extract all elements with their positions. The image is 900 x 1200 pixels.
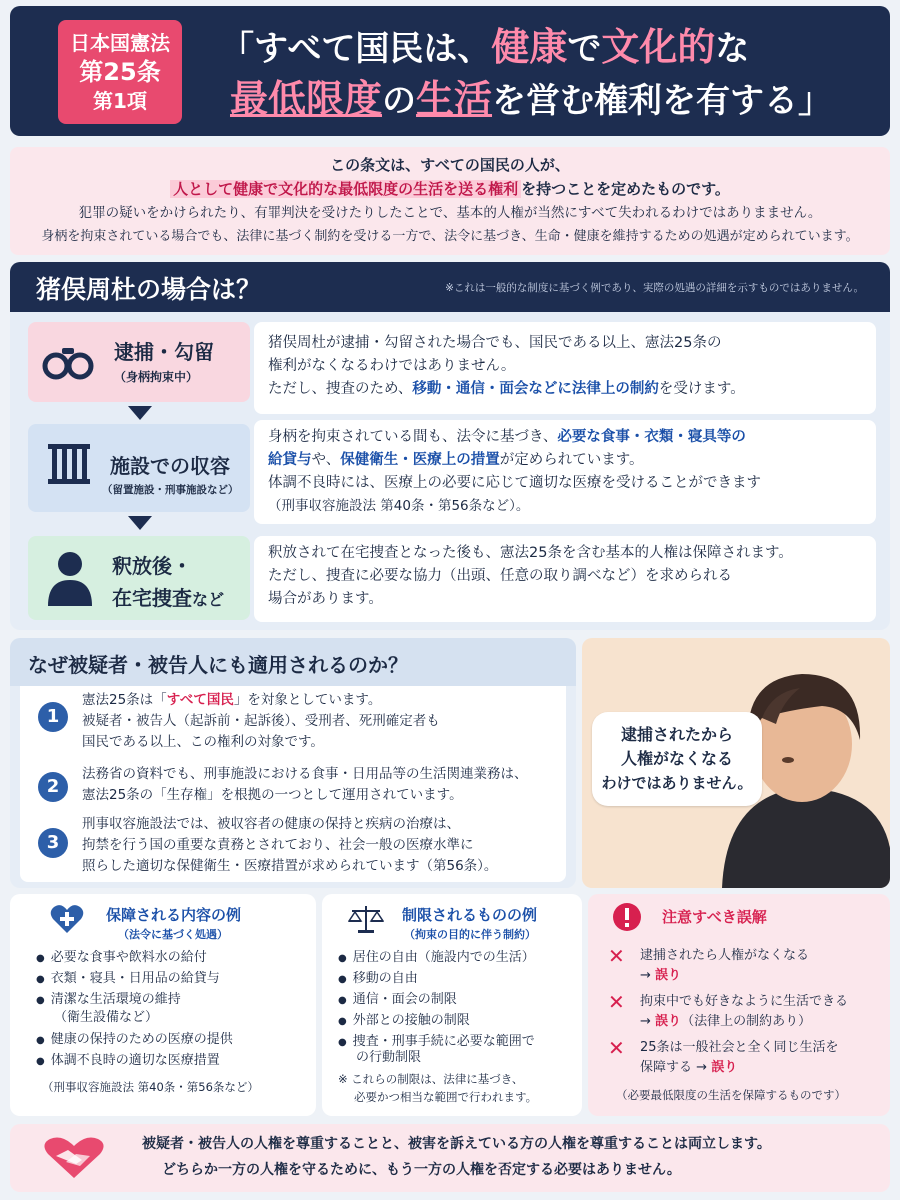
misconception-text: 逮捕されたら人権がなくなる [640, 948, 810, 963]
card-note: （刑事収容施設法 第40条・第56条など） [42, 1080, 259, 1094]
stage-subtitle: （身柄拘束中） [114, 370, 199, 384]
header-banner [10, 6, 890, 136]
desc-line [268, 426, 862, 449]
card-subtitle: （拘束の目的に伴う制約） [404, 928, 536, 941]
handshake-heart-icon [42, 1136, 106, 1180]
desc-emphasis: 給貸与 [268, 452, 312, 468]
arrow-text: → [640, 968, 651, 983]
why-item-3 [82, 814, 497, 877]
number-badge: 3 [38, 828, 68, 858]
number-badge: 1 [38, 702, 68, 732]
misconception-extra: （法律上の制約あり） [681, 1014, 812, 1029]
wrong-label: 誤り [711, 1060, 738, 1075]
intro-line-3: 犯罪の疑いをかけられたり、有罪判決を受けたりしたことで、基本的人権が当然にすべて失われるわけではありまません。 [78, 205, 822, 221]
card-note: ※ これらの制限は、法律に基づき、 [338, 1072, 524, 1086]
list-item: ● 必要な食事や飲料水の給付 [36, 948, 220, 969]
desc-emphasis: 移動・通信・面会などに法律上の制約 [412, 381, 659, 397]
stage-title-suffix: など [192, 590, 225, 609]
desc-line: ただし、捜査に必要な協力（出頭、任意の取り調べなど）を求められる [268, 568, 732, 584]
quote-text: な [715, 29, 750, 69]
list-item: ● 清潔な生活環境の維持 [36, 990, 220, 1011]
footer-line-1: 被疑者・被告人の人権を尊重することと、被害を訴えている方の人権を尊重することは両立します。 [142, 1136, 771, 1152]
desc-line: 体調不良時には、医療上の必要に応じて適切な医療を受けることができます [268, 475, 761, 491]
why-item-2 [82, 764, 528, 806]
illustration-panel [582, 638, 890, 888]
why-line: 憲法25条の「生存権」を根拠の一つとして運用されています。 [82, 787, 463, 803]
case-title: 猪俣周杜の場合は？ [36, 275, 262, 304]
restricted-card [322, 894, 582, 1116]
quote-text: 「すべて国民は、 [220, 29, 492, 69]
badge-line-1: 日本国憲法 [70, 30, 170, 55]
card-title: 保障される内容の例 [106, 906, 242, 924]
why-item-1 [82, 690, 440, 753]
quote-emphasis: 最低限度 [230, 77, 383, 121]
bubble-line: 逮捕されたから [620, 725, 733, 744]
desc-text: を受けます。 [658, 381, 745, 397]
desc-line: 猪俣周杜が逮捕・勾留された場合でも、国民である以上、憲法25条の [268, 335, 722, 351]
why-emphasis: すべて国民 [166, 692, 234, 708]
quote-emphasis: 生活 [416, 77, 493, 121]
list-item-continuation: の行動制限 [356, 1050, 422, 1065]
stage-arrest [28, 322, 250, 402]
stage-release [28, 536, 250, 620]
why-list [20, 686, 566, 882]
list-item: ● 外部との接触の制限 [338, 1011, 535, 1032]
guaranteed-card [10, 894, 316, 1116]
intro-line-4: 身柄を拘束されている場合でも、法律に基づく制約を受ける一方で、法令に基づき、生命・健康を維持するための処遇が定められています。 [41, 229, 859, 244]
intro-text: を持つことを定めたものです。 [521, 180, 730, 198]
case-note: ※これは一般的な制度に基づく例であり、実際の処遇の詳細を示すものではありません。 [445, 282, 864, 294]
arrow-down-icon [128, 516, 152, 530]
quote-text: で [567, 29, 602, 69]
stage-arrest-description [254, 322, 876, 414]
scales-icon [348, 904, 384, 934]
wrong-label: 誤り [655, 1014, 682, 1029]
desc-line: （刑事収容施設法 第40条・第56条など）。 [268, 498, 530, 514]
why-line: 照らした適切な保健衛生・医療措置が求められています（第56条）。 [82, 858, 498, 874]
exclamation-icon [612, 902, 642, 932]
why-line [82, 690, 440, 711]
jail-bars-icon [48, 442, 90, 486]
misconception-verdict [640, 1058, 839, 1078]
quote-line-2 [230, 74, 890, 126]
quote-emphasis: 文化的 [601, 25, 716, 69]
desc-text: ただし、捜査のため、 [268, 381, 413, 397]
footer-line-2: どちらか一方の人権を守るために、もう一方の人権を否定する必要はありません。 [162, 1162, 681, 1178]
list-item: ● 衣類・寝具・日用品の給貸与 [36, 969, 220, 990]
card-subtitle: （法令に基づく処遇） [118, 928, 228, 941]
card-note: 必要かつ相当な範囲で行われます。 [354, 1090, 538, 1104]
why-line: 拘禁を行う国の重要な責務とされており、社会一般の医療水準に [82, 837, 474, 853]
list-item: ● 捜査・刑事手続に必要な範囲で [338, 1032, 535, 1053]
why-line: 法務省の資料でも、刑事施設における食事・日用品等の生活関連業務は、 [82, 766, 528, 782]
list-item: ● 体調不良時の適切な医療措置 [36, 1051, 233, 1072]
misconceptions-card [588, 894, 890, 1116]
misconception-1 [640, 946, 809, 986]
guaranteed-list-2 [36, 1030, 233, 1072]
misconception-3 [640, 1038, 839, 1078]
arrow-down-icon [128, 406, 152, 420]
misconception-verdict [640, 1012, 848, 1032]
misconception-2 [640, 992, 848, 1032]
desc-line: 場合があります。 [268, 591, 383, 607]
person-icon [46, 550, 94, 606]
desc-line: 権利がなくなるわけではありません。 [268, 358, 516, 374]
why-line: 刑事収容施設法では、被収容者の健康の保持と疾病の治療は、 [82, 816, 460, 832]
card-title: 制限されるものの例 [402, 906, 538, 924]
stage-title: 釈放後・ [112, 554, 192, 578]
misconception-verdict [640, 966, 809, 986]
desc-text: が定められています。 [499, 452, 644, 468]
intro-line-1: この条文は、すべての国民の人が、 [330, 156, 570, 174]
why-text: 」を対象としています。 [233, 692, 382, 708]
stage-title: 施設での収容 [110, 454, 230, 478]
desc-line [268, 378, 862, 401]
quote-line-1 [220, 22, 890, 74]
list-item: ● 健康の保持のための医療の提供 [36, 1030, 233, 1051]
cross-icon: ✕ [608, 1036, 625, 1060]
intro-line-2 [10, 177, 890, 201]
list-item: ● 通信・面会の制限 [338, 990, 535, 1011]
quote-text: の [382, 81, 417, 121]
why-title: なぜ被疑者・被告人にも適用されるのか？ [10, 638, 576, 686]
case-section-header [10, 262, 890, 312]
bubble-line: 人権がなくなる [620, 749, 733, 768]
article-badge [58, 20, 182, 124]
badge-line-2: 第25条 [79, 57, 161, 86]
article-quote [220, 22, 890, 126]
arrow-text: → [640, 1014, 651, 1029]
arrow-text: → [696, 1060, 708, 1075]
why-text: 憲法25条は「 [82, 692, 167, 708]
badge-line-3: 第1項 [93, 88, 147, 113]
bubble-line: わけではありません。 [601, 774, 753, 792]
stage-title: 逮捕・勾留 [114, 340, 214, 364]
stage-subtitle: （留置施設・刑事施設など） [102, 484, 239, 496]
list-item-continuation: （衛生設備など） [54, 1010, 159, 1025]
stage-detention [28, 424, 250, 512]
guaranteed-list [36, 948, 220, 1011]
stage-detention-description [254, 420, 876, 524]
quote-emphasis: 健康 [491, 25, 568, 69]
desc-emphasis: 必要な食事・衣類・寝具等の [557, 429, 746, 445]
why-line: 国民である以上、この権利の対象です。 [82, 734, 324, 750]
quote-text: を営む権利を有する」 [492, 81, 833, 121]
wrong-label: 誤り [655, 968, 682, 983]
speech-bubble [592, 712, 762, 806]
stage-title-text: 在宅捜査 [112, 586, 192, 610]
stage-release-description [254, 536, 876, 622]
why-section [10, 638, 576, 888]
intro-highlight: 人として健康で文化的な最低限度の生活を送る権利 [170, 180, 521, 198]
number-badge: 2 [38, 772, 68, 802]
misconception-text: 25条は一般社会と全く同じ生活を [640, 1040, 839, 1055]
why-line: 被疑者・被告人（起訴前・起訴後）、受刑者、死刑確定者も [82, 713, 440, 729]
desc-text: や、 [311, 452, 341, 468]
card-title: 注意すべき誤解 [662, 908, 767, 926]
desc-text: 身柄を拘束されている間も、法令に基づき、 [268, 429, 558, 445]
list-item: ● 移動の自由 [338, 969, 535, 990]
stage-title-line2 [112, 582, 224, 611]
desc-line [268, 449, 862, 472]
cross-icon: ✕ [608, 944, 625, 968]
desc-emphasis: 保健衛生・医療上の措置 [340, 452, 500, 468]
restricted-list [338, 948, 535, 1053]
card-note: （必要最低限度の生活を保障するものです） [616, 1088, 846, 1102]
handcuffs-icon [42, 340, 94, 384]
heart-plus-icon [50, 904, 84, 934]
cross-icon: ✕ [608, 990, 625, 1014]
desc-line: 釈放されて在宅捜査となった後も、憲法25条を含む基本的人権は保障されます。 [268, 545, 793, 561]
misconception-text: 拘束中でも好きなように生活できる [640, 994, 849, 1009]
footer-message [10, 1124, 890, 1192]
intro-panel [10, 147, 890, 255]
misconception-text: 保障する [640, 1060, 693, 1075]
list-item: ● 居住の自由（施設内での生活） [338, 948, 535, 969]
